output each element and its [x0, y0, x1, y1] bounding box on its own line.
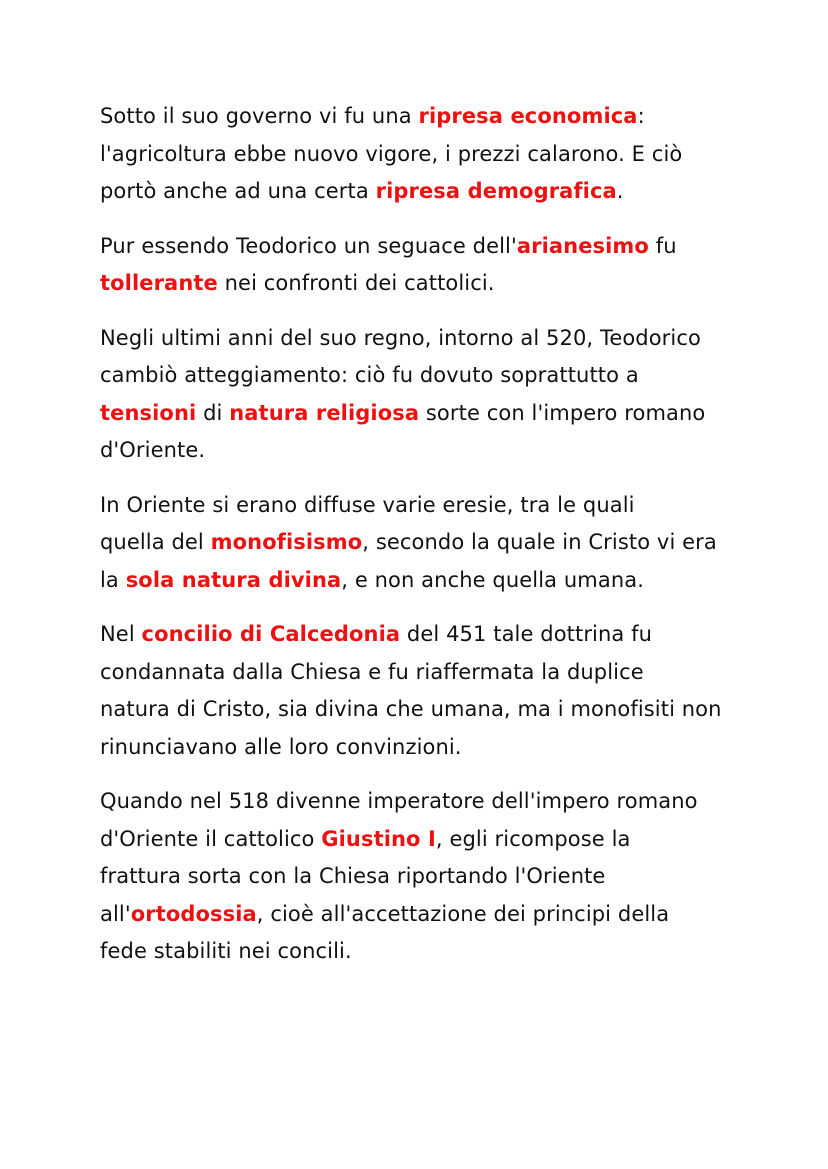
text-segment: fede stabiliti nei concili.	[100, 939, 352, 963]
text-segment: Sotto il suo governo vi fu una	[100, 104, 419, 128]
highlighted-term: ripresa economica	[418, 104, 638, 128]
text-segment: Pur essendo Teodorico un seguace dell'	[100, 233, 517, 258]
highlighted-term: Giustino I	[321, 826, 436, 851]
text-segment: la	[100, 567, 126, 592]
text-segment: In Oriente si erano diffuse varie eresie, tra le quali	[100, 492, 635, 517]
text-segment: all'	[100, 901, 131, 926]
text-segment: Quando nel 518 divenne imperatore dell'impero romano	[100, 789, 698, 813]
text-segment: di	[196, 400, 230, 425]
paragraph	[100, 320, 800, 470]
text-segment: , secondo la quale in Cristo vi era	[362, 530, 717, 554]
text-segment: nei confronti dei cattolici.	[217, 271, 495, 295]
text-segment: quella del	[100, 530, 211, 554]
highlighted-term: tollerante	[100, 271, 218, 295]
highlighted-term: concilio di Calcedonia	[141, 622, 401, 646]
text-segment: sorte con l'impero romano	[419, 400, 706, 425]
text-segment: d'Oriente.	[100, 438, 206, 462]
text-segment: , cioè all'accettazione dei principi della	[256, 901, 670, 926]
highlighted-term: natura religiosa	[229, 400, 420, 425]
text-segment: l'agricoltura ebbe nuovo vigore, i prezzi calarono. E ciò	[100, 141, 683, 166]
text-segment: portò anche ad una certa	[100, 179, 376, 203]
highlighted-term: tensioni	[100, 400, 197, 425]
text-segment: d'Oriente il cattolico	[100, 826, 322, 851]
text-segment: Nel	[100, 622, 142, 646]
text-segment: , egli ricompose la	[435, 826, 631, 851]
text-segment: condannata dalla Chiesa e fu riaffermata la duplice	[100, 659, 644, 684]
paragraph	[100, 616, 800, 766]
text-segment: cambiò atteggiamento: ciò fu dovuto soprattutto a	[100, 363, 639, 387]
paragraph	[100, 487, 800, 600]
text-segment: natura di Cristo, sia divina che umana, ma i monofisiti non	[100, 697, 722, 721]
text-segment: frattura sorta con la Chiesa riportando l'Oriente	[100, 864, 606, 888]
text-segment: :	[637, 104, 645, 128]
highlighted-term: ortodossia	[130, 901, 257, 926]
highlighted-term: sola natura divina	[125, 567, 342, 592]
paragraph	[100, 98, 800, 211]
highlighted-term: monofisismo	[210, 530, 363, 554]
paragraph	[100, 228, 800, 303]
highlighted-term: arianesimo	[516, 233, 649, 258]
text-segment: del 451 tale dottrina fu	[400, 622, 653, 646]
highlighted-term: ripresa demografica	[375, 179, 617, 203]
text-segment: rinunciavano alle loro convinzioni.	[100, 734, 462, 759]
text-segment: .	[616, 179, 624, 203]
paragraph	[100, 783, 800, 971]
text-segment: fu	[648, 233, 677, 258]
document-page	[100, 98, 800, 988]
text-segment: , e non anche quella umana.	[341, 567, 644, 592]
text-segment: Negli ultimi anni del suo regno, intorno al 520, Teodorico	[100, 325, 701, 350]
